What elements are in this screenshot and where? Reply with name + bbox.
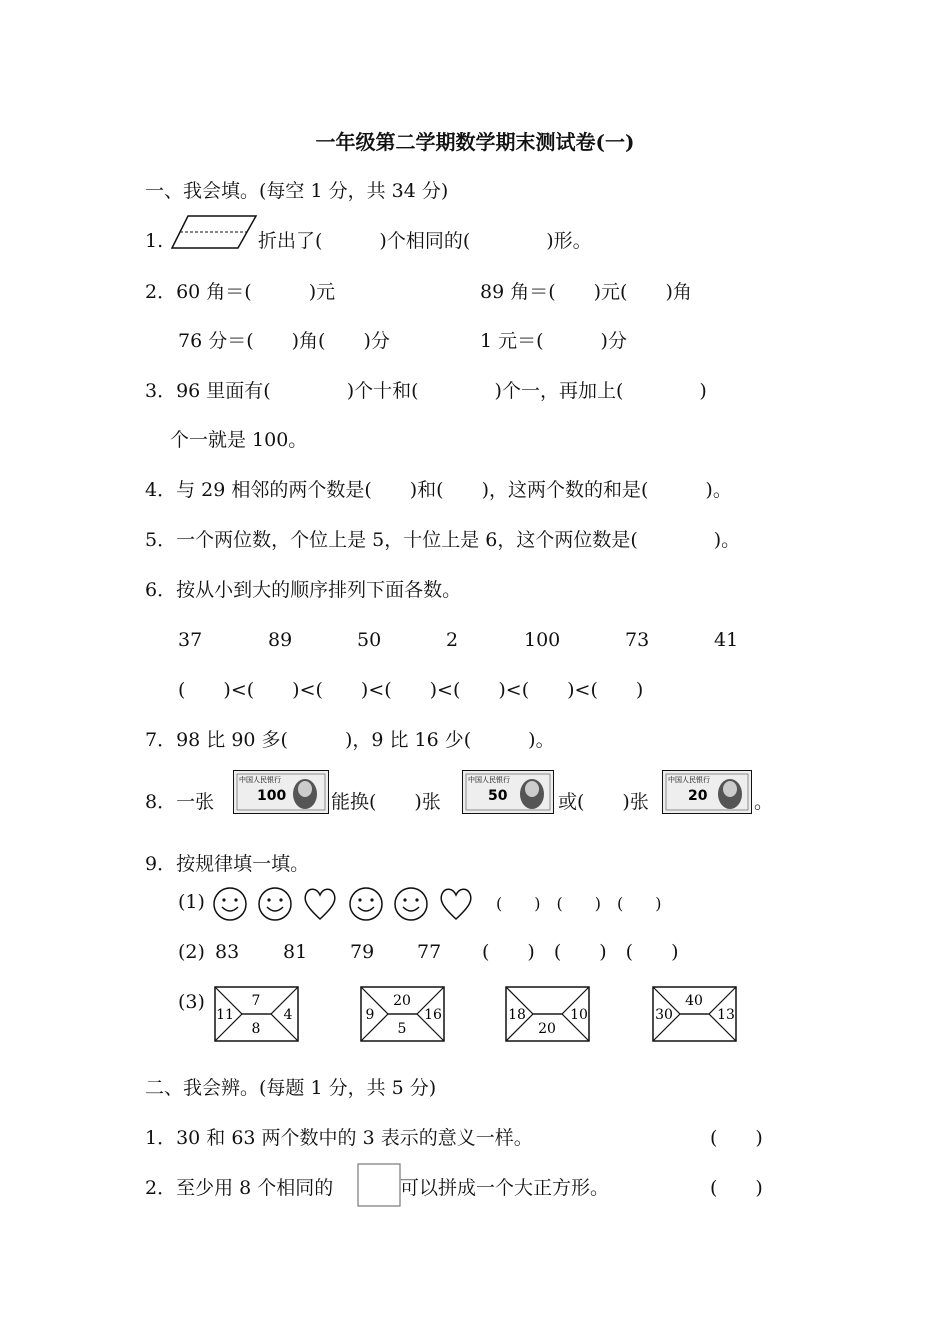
heart-icon [438, 886, 474, 922]
bill-issuer-text: 中国人民银行 [239, 776, 281, 784]
smiley-face-icon [393, 886, 429, 922]
q1-text: 折出了( )个相同的( )形。 [258, 230, 592, 252]
q2-c: 76 分＝( )角( )分 [178, 330, 390, 352]
envelope-top-value: 40 [685, 993, 703, 1009]
q6-number: 37 [178, 629, 203, 651]
q1-number: 1. [145, 230, 164, 252]
q8-part4: 。 [754, 791, 774, 813]
section-heading-1: 一、我会填。(每空 1 分，共 34 分) [145, 180, 449, 202]
envelope-figure [505, 986, 590, 1042]
envelope-right-value: 10 [570, 1007, 588, 1023]
smiley-face-icon [257, 886, 293, 922]
q9-row2-blanks: ( ) ( ) ( ) [482, 941, 679, 963]
bill-value-100: 100 [257, 788, 287, 804]
q6-number: 89 [268, 629, 293, 651]
envelope-left-value: 30 [655, 1007, 673, 1023]
q7-text: 7．98 比 90 多( )，9 比 16 少( )。 [145, 729, 555, 751]
q4-text: 4．与 29 相邻的两个数是( )和( )，这两个数的和是( )。 [145, 479, 732, 501]
q6-number: 73 [625, 629, 650, 651]
s2-q2-part1: 2．至少用 8 个相同的 [145, 1177, 334, 1199]
q6-number: 41 [714, 629, 739, 651]
s2-q1-answer-blank: ( ) [710, 1127, 763, 1149]
small-square-icon [357, 1163, 401, 1207]
section-heading-2: 二、我会辨。(每题 1 分，共 5 分) [145, 1077, 437, 1099]
q9-row2-number: 77 [417, 941, 442, 963]
q9-row3-label: (3) [178, 991, 205, 1013]
envelope-bottom-value: 5 [397, 1021, 407, 1037]
banknote-50-icon [462, 770, 554, 814]
q3-line2: 个一就是 100。 [170, 429, 308, 451]
q2-d: 1 元＝( )分 [480, 330, 627, 352]
bill-issuer-text: 中国人民银行 [468, 776, 510, 784]
q5-text: 5．一个两位数，个位上是 5，十位上是 6，这个两位数是( )。 [145, 529, 741, 551]
q9-row2-number: 81 [283, 941, 308, 963]
q3-line1: 3．96 里面有( )个十和( )个一，再加上( ) [145, 380, 707, 402]
envelope-figure [360, 986, 445, 1042]
q9-row2-number: 83 [215, 941, 240, 963]
q6-number: 2 [446, 629, 459, 651]
s2-q2-answer-blank: ( ) [710, 1177, 763, 1199]
q6-number: 50 [357, 629, 382, 651]
bill-value-50: 50 [488, 788, 508, 804]
folded-parallelogram-icon [170, 214, 260, 250]
envelope-left-value: 18 [508, 1007, 526, 1023]
envelope-left-value: 9 [365, 1007, 375, 1023]
q9-row1-label: (1) [178, 891, 205, 913]
envelope-right-value: 4 [283, 1007, 293, 1023]
envelope-left-value: 11 [216, 1007, 234, 1023]
q9-text: 9．按规律填一填。 [145, 853, 310, 875]
s2-q2-part2: 可以拼成一个大正方形。 [400, 1177, 610, 1199]
s2-q1-text: 1．30 和 63 两个数中的 3 表示的意义一样。 [145, 1127, 533, 1149]
envelope-right-value: 16 [424, 1007, 442, 1023]
q6-text: 6．按从小到大的顺序排列下面各数。 [145, 579, 462, 601]
banknote-100-icon [233, 770, 329, 814]
smiley-face-icon [212, 886, 248, 922]
q6-number: 100 [524, 629, 561, 651]
envelope-top-value: 20 [393, 993, 411, 1009]
banknote-20-icon [662, 770, 752, 814]
bill-issuer-text: 中国人民银行 [668, 776, 710, 784]
q8-part1: 8．一张 [145, 791, 215, 813]
bill-value-20: 20 [688, 788, 708, 804]
q8-part2: 能换( )张 [331, 791, 441, 813]
page-title: 一年级第二学期数学期末测试卷(一) [315, 130, 635, 154]
q9-row2-label: (2) [178, 941, 205, 963]
q8-part3: 或( )张 [558, 791, 649, 813]
smiley-face-icon [348, 886, 384, 922]
envelope-figure [652, 986, 737, 1042]
envelope-bottom-value: 8 [251, 1021, 261, 1037]
envelope-right-value: 13 [717, 1007, 735, 1023]
q9-row1-blanks: ( ) ( ) ( ) [496, 894, 662, 913]
q2-a: 2．60 角＝( )元 [145, 281, 336, 303]
envelope-bottom-value: 20 [538, 1021, 556, 1037]
envelope-top-value: 7 [251, 993, 261, 1009]
q6-compare: ( )<( )<( )<( )<( )<( )<( ) [178, 679, 644, 701]
q2-b: 89 角＝( )元( )角 [480, 281, 692, 303]
heart-icon [302, 886, 338, 922]
envelope-figure [214, 986, 299, 1042]
q9-row2-number: 79 [350, 941, 375, 963]
